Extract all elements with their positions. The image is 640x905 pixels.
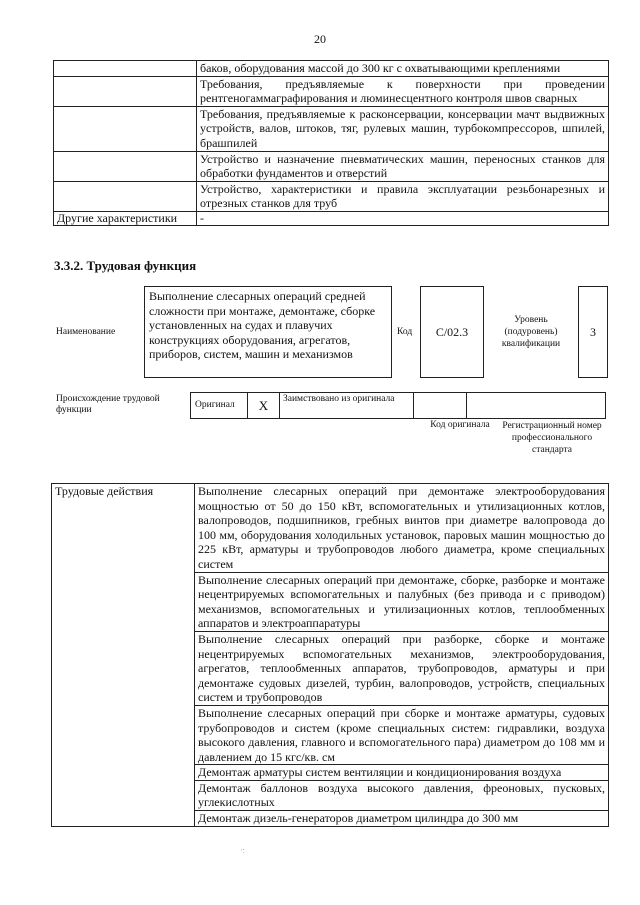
function-name-box: Выполнение слесарных операций средней сложности при монтаже, демонтаже, сборке установленных на судах и плавучих конструкциях оборудования, агрегатов, приборов, систем, машин и механизмов xyxy=(144,286,392,378)
scan-artifact: ·: xyxy=(240,846,245,855)
action-row-3: Выполнение слесарных операций при разборке, сборке и монтаже нецентрируемых вспомогательных механизмов, электрооборудования, агрегатов, теплообменных аппаратов, трубопроводов, арматуры и при демонтаже судовых дизелей, турбин, валопроводов, устройств, специальных систем и трубопроводов xyxy=(195,631,609,705)
caption-registration-number: Регистрационный номер профессионального стандарта xyxy=(502,421,602,455)
action-row-1: Выполнение слесарных операций при демонтаже электрооборудования мощностью от 50 до 150 кВт, вспомогательных и утилизационных котлов, валопроводов, подшипников, гребных винтов при диаметре валопровода до 100 мм, оборудования холодильных установок, паровых машин мощностью до 225 кВт, арматуры и трубопроводов любого диаметра, кроме специальных систем xyxy=(195,484,609,573)
action-row-2: Выполнение слесарных операций при демонтаже, сборке, разборке и монтаже нецентрируемых вспомогательных и палубных (без привода и с приводом) механизмов, вспомогательных и утилизационных котлов, теплообменных аппаратов и электроаппаратуры xyxy=(195,572,609,631)
knowledge-row-5: Устройство, характеристики и правила эксплуатации резьбонарезных и отрезных станков для труб xyxy=(197,181,609,211)
page-number: 20 xyxy=(314,32,326,46)
original-code-cell xyxy=(413,392,467,419)
actions-table xyxy=(51,483,609,827)
borrowed-label: Заимствовано из оригинала xyxy=(279,392,414,419)
table-cell-empty xyxy=(54,76,197,106)
action-row-5: Демонтаж арматуры систем вентиляции и кондиционирования воздуха xyxy=(195,765,609,781)
table-cell-empty xyxy=(54,181,197,211)
action-row-7: Демонтаж дизель-генераторов диаметром цилиндра до 300 мм xyxy=(195,811,609,827)
knowledge-row-3: Требования, предъявляемые к расконсервации, консервации мачт выдвижных устройств, валов, штоков, тяг, рулевых машин, турбокомпрессоров, шпилей, брашпилей xyxy=(197,106,609,151)
original-label: Оригинал xyxy=(190,392,248,419)
name-label: Наименование xyxy=(56,327,116,337)
original-mark: X xyxy=(247,392,280,419)
table-cell-empty xyxy=(54,151,197,181)
knowledge-row-1: баков, оборудования массой до 300 кг с охватывающими креплениями xyxy=(197,61,609,77)
knowledge-row-4: Устройство и назначение пневматических машин, переносных станков для обработки фундаментов и отверстий xyxy=(197,151,609,181)
level-value: 3 xyxy=(590,324,596,339)
actions-label: Трудовые действия xyxy=(52,484,195,827)
knowledge-table xyxy=(53,60,609,226)
knowledge-row-2: Требования, предъявляемые к поверхности при проведении рентгеногаммаграфирования и люминесцентного контроля швов сварных xyxy=(197,76,609,106)
function-code-box xyxy=(420,286,484,378)
other-characteristics-label: Другие характеристики xyxy=(54,211,197,225)
other-characteristics-value: - xyxy=(197,211,609,225)
caption-original-code: Код оригинала xyxy=(430,420,490,430)
table-cell-empty xyxy=(54,106,197,151)
code-label: Код xyxy=(397,327,413,337)
level-box xyxy=(578,286,608,378)
action-row-4: Выполнение слесарных операций при сборке и монтаже арматуры, судовых трубопроводов и систем (кроме специальных систем: гидравлики, воздуха высокого давления, главного и вспомогательного пара) диаметром до 108 мм и давлением до 15 кгс/кв. см xyxy=(195,705,609,764)
registration-number-cell xyxy=(466,392,606,419)
origin-label: Происхождение трудовой функции xyxy=(56,394,160,415)
function-code: С/02.3 xyxy=(435,324,469,339)
section-title: 3.3.2. Трудовая функция xyxy=(54,258,197,273)
level-label: Уровень (подуровень) квалификации xyxy=(501,315,561,349)
action-row-6: Демонтаж баллонов воздуха высокого давления, фреоновых, пусковых, углекислотных xyxy=(195,780,609,810)
origin-row xyxy=(191,392,609,419)
table-cell-empty xyxy=(54,61,197,77)
